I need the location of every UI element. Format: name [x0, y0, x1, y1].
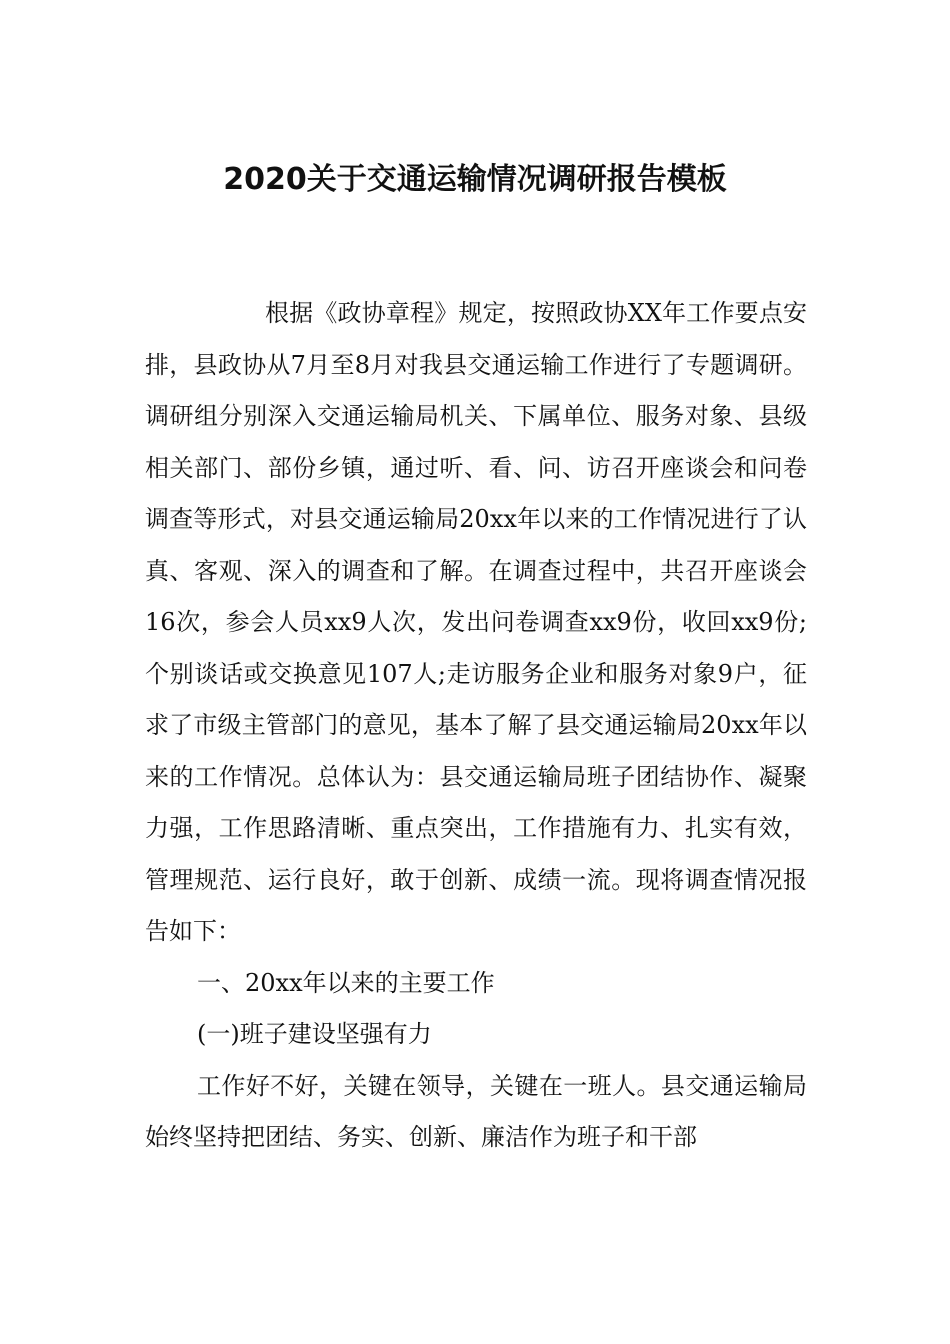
document-body	[145, 288, 807, 1164]
body-paragraph: 工作好不好，关键在领导，关键在一班人。县交通运输局始终坚持把团结、务实、创新、廉洁作为班子和干部	[145, 1071, 807, 1151]
section-heading: 一、20xx年以来的主要工作	[197, 968, 495, 997]
subsection-heading: (一)班子建设坚强有力	[197, 1020, 432, 1048]
document-title: 2020关于交通运输情况调研报告模板	[223, 162, 727, 197]
intro-paragraph: 根据《政协章程》规定，按照政协XX年工作要点安排，县政协从7月至8月对我县交通运输工作进行了专题调研。调研组分别深入交通运输局机关、下属单位、服务对象、县级相关部门、部份乡镇，通过听、看、问、访召开座谈会和问卷调查等形式，对县交通运输局20xx年以来的工作情况进行了认真、客观、深入的调查和了解。在调查过程中，共召开座谈会16次，参会人员xx9人次，发出问卷调查xx9份，收回xx9份;个别谈话或交换意见107人;走访服务企业和服务对象9户，征求了市级主管部门的意见，基本了解了县交通运输局20xx年以来的工作情况。总体认为：县交通运输局班子团结协作、凝聚力强，工作思路清晰、重点突出，工作措施有力、扎实有效，管理规范、运行良好，敢于创新、成绩一流。现将调查情况报告如下：	[145, 299, 807, 945]
